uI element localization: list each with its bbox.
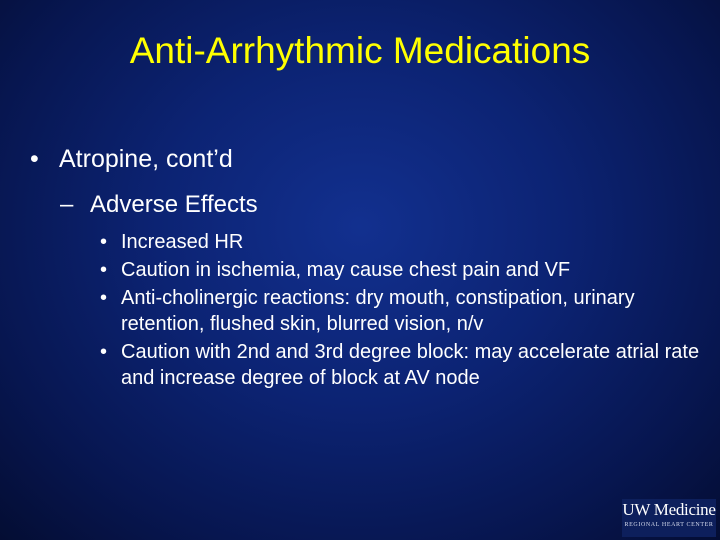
dash-marker: – xyxy=(60,191,74,218)
list-item xyxy=(100,257,700,283)
list-item xyxy=(100,285,700,337)
bullet-marker: • xyxy=(100,341,108,363)
list-item-text: Caution in ischemia, may cause chest pain and VF xyxy=(121,259,571,281)
bullet-marker: • xyxy=(30,145,39,173)
list-item-text: Increased HR xyxy=(121,231,244,253)
bullet-marker: • xyxy=(100,287,108,309)
list-item-text: Caution with 2nd and 3rd degree block: may accelerate atrial rate and increase degree of block at AV node xyxy=(121,341,700,389)
list-item-text: Anti-cholinergic reactions: dry mouth, constipation, urinary retention, flushed skin, blurred vision, n/v xyxy=(121,287,635,335)
slide-title: Anti-Arrhythmic Medications xyxy=(129,30,591,71)
bullet-text: Atropine, cont’d xyxy=(59,145,233,173)
list-item xyxy=(100,339,700,391)
bullet-marker: • xyxy=(100,231,108,253)
adverse-effects-list xyxy=(100,229,700,393)
bullet-marker: • xyxy=(100,259,108,281)
bullet-text: Adverse Effects xyxy=(90,191,258,218)
list-item xyxy=(100,229,700,255)
logo-sub-text: REGIONAL HEART CENTER xyxy=(624,522,714,528)
uw-medicine-logo xyxy=(622,499,716,537)
logo-main-text: UW Medicine xyxy=(622,500,716,519)
